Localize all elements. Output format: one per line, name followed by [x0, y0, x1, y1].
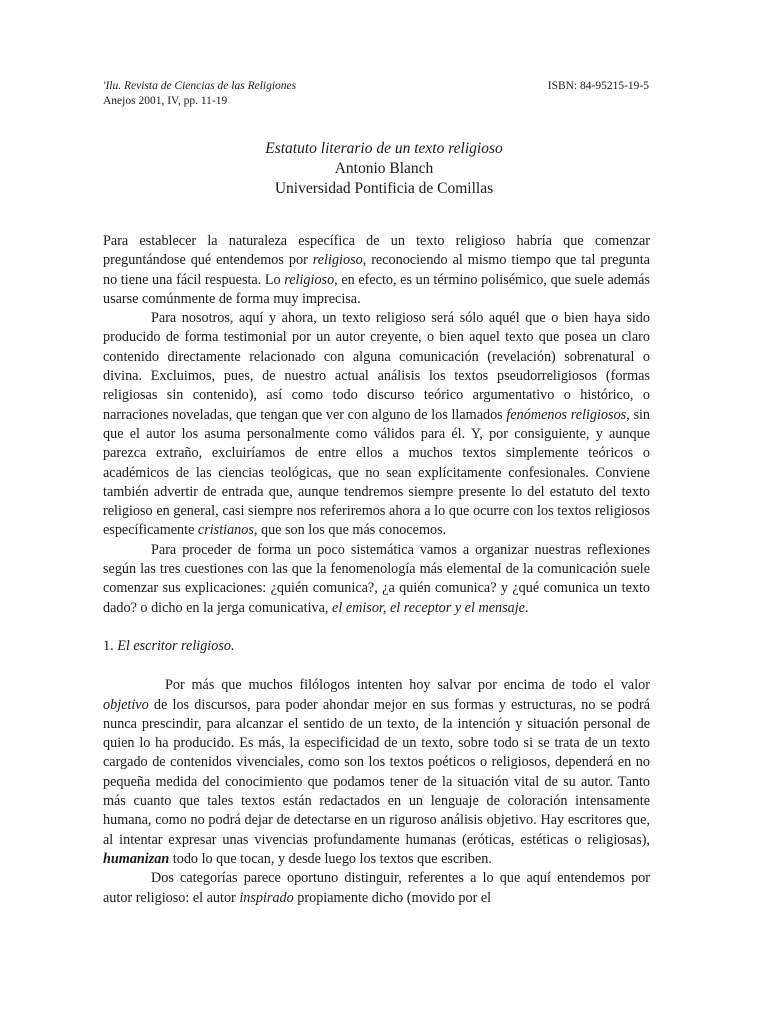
title-block [0, 139, 768, 199]
journal-name: 'Ilu. Revista de Ciencias de las Religiones [103, 80, 297, 92]
text-run: todo lo que tocan, y desde luego los textos que escriben. [169, 850, 492, 867]
text-run: Por más que muchos filólogos intenten hoy salvar por encima de todo el valor [165, 677, 650, 694]
paragraph-3 [103, 541, 650, 618]
paragraph-2 [103, 309, 650, 541]
isbn: ISBN: 84-95215-19-5 [547, 80, 649, 92]
emphasis: objetivo [103, 696, 149, 713]
journal-header [103, 79, 296, 109]
article-body [103, 232, 650, 908]
journal-issue: Anejos 2001, IV, pp. 11-19 [103, 95, 228, 107]
emphasis: inspirado [239, 889, 294, 906]
emphasis: fenómenos religiosos [506, 406, 627, 423]
article-author: Antonio Blanch [334, 160, 434, 177]
text-run: de los discursos, para poder ahondar mejor en sus formas y estructuras, no se podrá nunca prescindir, para alcanzar el sentido de un texto, de la intención y situación personal de quien lo ha producido. Es más, la especificidad de un texto, sobre todo si se trata de un texto cargado de contenidos vivenciales, como son los textos poéticos o religiosos, dependerá en no pequeña medida del conocimiento que podamos tener de la situación vital de su autor. Tanto más cuanto que tales textos están redactados en un lenguaje de coloración intensamente humana, como no podrá dejar de detectarse en un riguroso análisis objetivo. Hay escritores que, al intentar expresar unas vivencias profundamente humanas (eróticas, estéticas o religiosas), [103, 696, 650, 848]
paragraph-1 [103, 232, 650, 309]
text-run: , que son los que más conocemos. [253, 522, 447, 539]
section-heading [103, 637, 650, 656]
section-number: 1. [103, 637, 114, 654]
paragraph-5 [103, 869, 650, 908]
text-run: Para proceder de forma un poco sistemática vamos a organizar nuestras reflexiones según las tres cuestiones con las que la fenomenología más elemental de la comunicación suele comenzar sus explicaciones: ¿quién comunica?, ¿a quién comunica? y ¿qué comunica un texto dado? o dicho en la jerga comunicativa, [103, 541, 650, 616]
text-run: Dos categorías parece oportuno distinguir, referentes a lo que aquí entendemos por autor religioso: el autor [103, 870, 650, 906]
text-run: propiamente dicho (movido por el [293, 889, 492, 906]
emphasis: religioso [284, 271, 335, 288]
emphasis: humanizan [103, 850, 170, 867]
text-run: , reconociendo al mismo tiempo que tal pregunta no tiene una fácil respuesta. Lo [103, 252, 650, 288]
text-run: . [524, 599, 529, 616]
emphasis: religioso [312, 252, 363, 269]
emphasis: cristianos [197, 522, 254, 539]
emphasis: el emisor, el receptor y el mensaje [332, 599, 525, 616]
text-run: Para nosotros, aquí y ahora, un texto religioso será sólo aquél que o bien haya sido producido de forma testimonial por un autor creyente, o bien aquel texto que posea un claro contenido directamente relacionado con alguna comunicación (revelación) sobrenatural o divina. Excluimos, pues, de nuestro actual análisis los textos pseudorreligiosos (formas religiosas sin contenido), así como todo discurso teórico argumentativo o histórico, o narraciones noveladas, que tengan que ver con alguno de los llamados [103, 310, 650, 423]
article-title: Estatuto literario de un texto religioso [265, 140, 503, 157]
paragraph-4 [103, 676, 650, 869]
text-run: Para establecer la naturaleza específica de un texto religioso habría que comenzar preguntándose qué entendemos por [103, 233, 650, 269]
text-run: , en efecto, es un término polisémico, que suele además usarse comúnmente de forma muy imprecisa. [103, 271, 650, 307]
section-title: El escritor religioso. [117, 637, 235, 654]
article-affiliation: Universidad Pontificia de Comillas [274, 180, 494, 197]
text-run: , sin que el autor los asuma personalmente como válidos para él. Y, por consiguiente, y aunque parezca extraño, excluiríamos de entre ellos a muchos textos simplemente teóricos o académicos de las ciencias teológicas, que no sean explícitamente confesionales. Conviene también advertir de entrada que, aunque tendremos siempre presente lo del estatuto del texto religioso en general, casi siempre nos referiremos ahora a lo que ocurre con los textos religiosos específicamente [103, 406, 650, 539]
